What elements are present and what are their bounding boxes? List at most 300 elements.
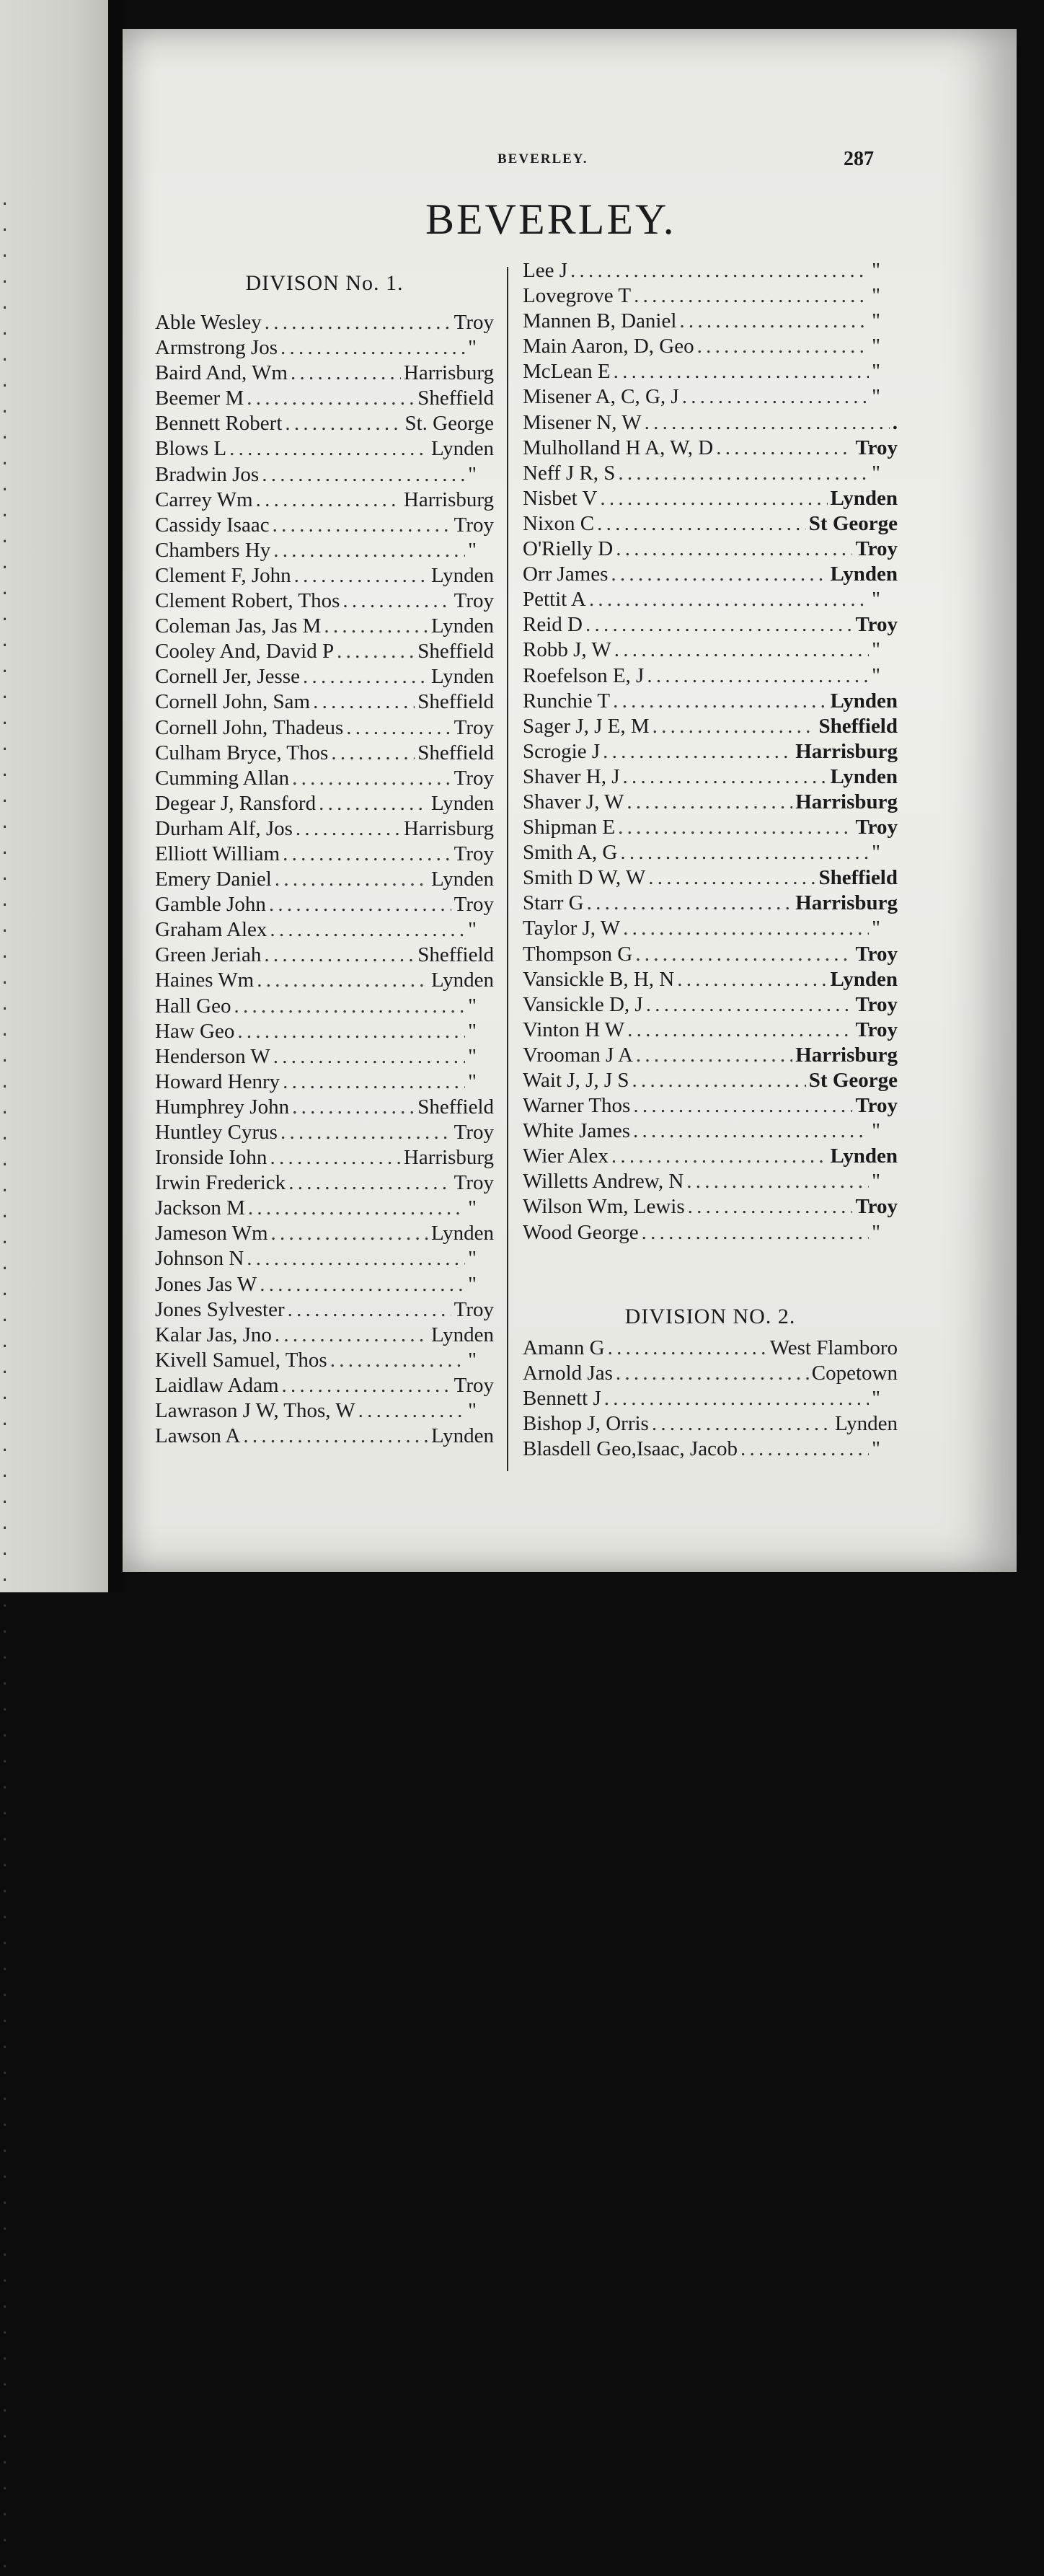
entry-place: Harrisburg — [403, 1146, 494, 1170]
entry-place: Troy — [855, 816, 898, 839]
entry-place: Harrisburg — [795, 891, 898, 915]
entry-name: Jones Jas W — [155, 1272, 257, 1296]
directory-entry — [523, 815, 898, 840]
directory-entry — [155, 436, 494, 462]
entry-place: Sheffield — [417, 640, 494, 663]
directory-entry — [523, 258, 898, 283]
entry-place: Sheffield — [417, 1095, 494, 1119]
entry-place: Troy — [454, 766, 494, 790]
dot-leader — [682, 384, 869, 410]
entry-name: Reid D — [523, 613, 583, 637]
dot-leader — [633, 1093, 852, 1119]
dot-leader — [237, 1019, 465, 1044]
directory-entry — [523, 1194, 898, 1219]
entry-place: Troy — [454, 1171, 494, 1195]
dot-leader — [288, 1297, 451, 1323]
entry-place: Troy — [855, 1195, 898, 1219]
directory-entry — [523, 865, 898, 891]
dot-leader — [632, 1068, 806, 1093]
dot-leader — [294, 563, 428, 588]
entry-name: Starr G — [523, 891, 584, 915]
entry-place: " — [872, 1220, 880, 1244]
entry-name: Amann G — [523, 1336, 605, 1359]
directory-entry — [523, 967, 898, 992]
dot-leader — [313, 689, 415, 715]
dot-leader — [346, 715, 451, 741]
dot-leader — [618, 461, 869, 486]
entry-place: " — [872, 638, 880, 662]
directory-entry — [155, 411, 494, 436]
entry-place: Troy — [855, 1018, 898, 1041]
entry-name: Bradwin Jos — [155, 462, 260, 486]
entry-place: Lynden — [431, 563, 494, 587]
entry-place: Troy — [855, 992, 898, 1016]
entry-place: " — [872, 385, 880, 409]
dot-leader — [587, 891, 793, 916]
entry-place: Troy — [454, 513, 494, 537]
directory-entry — [523, 436, 898, 461]
entry-place: " — [468, 994, 477, 1018]
directory-entry — [155, 766, 494, 791]
directory-entry — [155, 361, 494, 386]
entry-name: Robb J, W — [523, 638, 611, 662]
directory-entry — [155, 1221, 494, 1246]
dot-leader — [652, 714, 816, 739]
dot-leader — [280, 1120, 451, 1145]
entry-name: Neff J R, S — [523, 461, 616, 485]
dot-leader — [273, 538, 465, 563]
directory-entry — [523, 1093, 898, 1119]
directory-entry — [523, 1387, 898, 1412]
entry-place: " — [872, 841, 880, 865]
directory-entry — [155, 588, 494, 614]
entry-place: Lynden — [431, 614, 494, 638]
dot-leader — [269, 892, 451, 917]
entry-place: " — [468, 1196, 477, 1220]
entry-name: Clement Robert, Thos — [155, 589, 340, 613]
entry-place: Troy — [855, 942, 898, 966]
dot-leader — [603, 739, 792, 764]
dot-leader — [285, 411, 402, 436]
entry-place: Lynden — [431, 1222, 494, 1245]
entry-name: Able Wesley — [155, 311, 262, 334]
entry-name: Smith A, G — [523, 841, 618, 865]
directory-entry — [155, 1373, 494, 1398]
directory-entry — [523, 537, 898, 562]
entry-name: Laidlaw Adam — [155, 1373, 279, 1397]
entry-place: Troy — [855, 1094, 898, 1118]
entry-place: " — [468, 1272, 477, 1296]
directory-entry — [155, 488, 494, 513]
dot-leader — [247, 386, 415, 411]
directory-entry — [155, 386, 494, 411]
entry-name: Johnson N — [155, 1247, 244, 1271]
entry-place: " — [872, 461, 880, 485]
entry-place: Lynden — [431, 437, 494, 461]
entry-name: Vansickle B, H, N — [523, 967, 675, 991]
entry-place: Troy — [454, 1297, 494, 1321]
directory-entry — [523, 359, 898, 384]
entry-place: Troy — [855, 436, 898, 459]
directory-entry — [523, 410, 898, 436]
directory-entry — [155, 614, 494, 639]
entry-name: Irwin Frederick — [155, 1171, 286, 1195]
dot-leader — [319, 791, 428, 816]
directory-entry — [523, 916, 898, 941]
directory-entry — [523, 942, 898, 967]
entry-place: " — [468, 538, 477, 562]
dot-leader — [604, 1387, 869, 1411]
directory-entry — [155, 1297, 494, 1323]
directory-entry — [523, 1018, 898, 1043]
directory-page — [123, 29, 1017, 1572]
dot-leader — [264, 943, 415, 968]
entry-name: Wilson Wm, Lewis — [523, 1195, 685, 1219]
page-number: 287 — [844, 148, 874, 170]
dot-leader — [303, 664, 428, 689]
entry-name: Jackson M — [155, 1196, 245, 1220]
dot-leader — [623, 764, 828, 790]
directory-entry — [523, 1144, 898, 1169]
entry-place: Lynden — [431, 665, 494, 689]
directory-entry — [155, 1272, 494, 1297]
directory-entry — [155, 867, 494, 892]
dot-leader — [614, 359, 870, 384]
directory-entry — [155, 538, 494, 563]
dot-leader — [616, 537, 852, 562]
entry-name: Arnold Jas — [523, 1362, 613, 1385]
directory-entry — [523, 1362, 898, 1387]
entry-place: " — [872, 309, 880, 333]
dot-leader — [616, 1362, 809, 1385]
directory-entry — [523, 840, 898, 865]
entry-name: White James — [523, 1119, 630, 1143]
dot-leader — [627, 790, 792, 815]
directory-entry — [523, 1336, 898, 1362]
entry-name: Willetts Andrew, N — [523, 1170, 684, 1194]
entry-name: Culham Bryce, Thos — [155, 741, 329, 764]
entry-name: Nixon C — [523, 511, 595, 535]
dot-leader — [636, 1043, 792, 1068]
directory-entry — [155, 310, 494, 335]
entry-name: Huntley Cyrus — [155, 1121, 278, 1144]
dot-leader — [270, 917, 465, 943]
entry-place: " — [872, 1437, 880, 1461]
directory-entry — [523, 562, 898, 587]
entry-place: " — [468, 918, 477, 942]
entry-name: Howard Henry — [155, 1069, 280, 1093]
dot-leader — [271, 1221, 428, 1246]
dot-leader — [740, 1437, 869, 1461]
entry-place: Troy — [855, 537, 898, 561]
entry-place: Troy — [454, 1373, 494, 1397]
entry-place: St George — [808, 1069, 898, 1092]
dot-leader — [280, 335, 465, 361]
dot-leader — [283, 1069, 465, 1095]
directory-entry — [155, 639, 494, 664]
entry-name: Vansickle D, J — [523, 992, 643, 1016]
entry-place: Lynden — [830, 563, 898, 586]
entry-name: Orr James — [523, 563, 609, 586]
directory-entry — [155, 1044, 494, 1069]
entry-name: Vinton H W — [523, 1018, 625, 1041]
entry-name: Jameson Wm — [155, 1222, 268, 1245]
directory-entry — [523, 714, 898, 739]
directory-entry — [155, 335, 494, 361]
entry-place: Troy — [454, 311, 494, 334]
entry-place: Lynden — [431, 1323, 494, 1346]
entry-name: Emery Daniel — [155, 868, 272, 891]
entry-name: Vrooman J A — [523, 1043, 633, 1067]
dot-leader — [260, 1272, 465, 1297]
entry-place: St. George — [404, 412, 494, 436]
directory-entry — [155, 1398, 494, 1424]
entry-name: Bennett J — [523, 1387, 601, 1411]
entry-name: Wood George — [523, 1220, 639, 1244]
dot-leader — [270, 1145, 400, 1170]
adjacent-page-edge — [0, 0, 119, 2572]
entry-place: Troy — [454, 589, 494, 613]
entry-name: Wier Alex — [523, 1144, 609, 1168]
dot-leader — [716, 436, 852, 461]
entry-place: Harrisburg — [403, 816, 494, 840]
entry-place: Lynden — [431, 1424, 494, 1448]
directory-entry — [523, 384, 898, 410]
entry-place: " — [872, 284, 880, 308]
dot-leader — [257, 968, 428, 993]
entry-name: Smith D W, W — [523, 866, 646, 890]
dot-leader — [331, 741, 415, 766]
dot-leader — [248, 1196, 465, 1221]
dot-leader — [677, 967, 827, 992]
dot-leader — [635, 942, 852, 967]
directory-entry — [523, 689, 898, 714]
entry-place: Troy — [454, 893, 494, 917]
entry-name: Misener N, W — [523, 410, 642, 434]
entry-name: Lawson A — [155, 1424, 241, 1448]
dot-leader — [265, 310, 451, 335]
directory-entry — [155, 1246, 494, 1271]
entry-name: Misener A, C, G, J — [523, 385, 679, 409]
dot-leader — [697, 334, 870, 359]
division-1-heading: DIVISON No. 1. — [245, 271, 404, 295]
dot-leader — [614, 638, 869, 663]
dot-leader — [618, 815, 852, 840]
entry-name: Lee J — [523, 259, 567, 282]
directory-entry — [523, 511, 898, 537]
entry-place: Troy — [855, 613, 898, 637]
directory-entry — [523, 1412, 898, 1437]
dot-leader — [608, 1336, 767, 1360]
dot-leader — [234, 994, 466, 1019]
entry-name: Durham Alf, Jos — [155, 816, 293, 840]
left-column — [155, 271, 494, 1449]
entry-place: " — [872, 259, 880, 282]
entry-name: Coleman Jas, Jas M — [155, 614, 322, 638]
directory-entry — [155, 1196, 494, 1221]
dot-leader — [273, 513, 451, 538]
entry-place: Troy — [454, 842, 494, 865]
dot-leader — [589, 587, 869, 612]
entry-name: Taylor J, W — [523, 917, 621, 940]
directory-entry — [155, 1424, 494, 1449]
entry-name: Wait J, J, J S — [523, 1069, 629, 1092]
directory-entry — [155, 968, 494, 993]
page-title: BEVERLEY. — [425, 195, 676, 243]
directory-entry — [523, 638, 898, 663]
directory-entry — [155, 689, 494, 715]
entry-name: Lovegrove T — [523, 284, 632, 308]
entry-name: Nisbet V — [523, 486, 598, 510]
entry-name: Shaver H, J — [523, 764, 620, 788]
entry-name: Kalar Jas, Jno — [155, 1323, 272, 1346]
entry-place: " — [468, 1247, 477, 1271]
dot-leader — [262, 462, 465, 488]
directory-entry — [155, 1145, 494, 1170]
directory-entry — [155, 1120, 494, 1145]
entry-name: Lawrason J W, Thos, W — [155, 1399, 355, 1423]
dot-leader — [611, 1144, 828, 1169]
entry-name: Cooley And, David P — [155, 640, 335, 663]
dot-leader — [358, 1398, 466, 1424]
entry-place: Lynden — [431, 969, 494, 992]
entry-name: Beemer M — [155, 387, 244, 410]
directory-entry — [523, 739, 898, 764]
directory-entry — [523, 461, 898, 486]
entry-name: Jones Sylvester — [155, 1297, 285, 1321]
dot-leader — [652, 1412, 832, 1436]
entry-place: " — [468, 462, 477, 486]
directory-entry — [155, 892, 494, 917]
entry-name: Cassidy Isaac — [155, 513, 270, 537]
entry-place: " — [468, 1399, 477, 1423]
dot-leader — [243, 1424, 428, 1449]
entry-place: Sheffield — [818, 714, 898, 738]
entry-name: Cornell Jer, Jesse — [155, 665, 300, 689]
entry-name: Chambers Hy — [155, 538, 271, 562]
directory-entry — [523, 1068, 898, 1093]
entry-place: Lynden — [830, 764, 898, 788]
entry-name: Elliott William — [155, 842, 280, 865]
directory-entry — [523, 587, 898, 612]
dot-leader — [291, 361, 401, 386]
entry-name: Roefelson E, J — [523, 663, 645, 687]
dot-leader — [247, 1246, 465, 1271]
dot-leader — [646, 992, 853, 1018]
dot-leader — [288, 1170, 451, 1196]
entry-name: Graham Alex — [155, 918, 267, 942]
column-divider — [507, 267, 508, 1471]
entry-name: Haw Geo — [155, 1019, 235, 1043]
directory-entry — [523, 1220, 898, 1245]
entry-place: " — [872, 663, 880, 687]
directory-entry — [523, 764, 898, 790]
directory-entry — [155, 791, 494, 816]
directory-entry — [523, 1437, 898, 1463]
entry-name: McLean E — [523, 360, 611, 384]
entry-place: Harrisburg — [795, 1043, 898, 1067]
dot-leader — [623, 916, 869, 941]
entry-place: " — [872, 1119, 880, 1143]
directory-entry — [523, 1043, 898, 1068]
dot-leader — [330, 1348, 465, 1373]
entry-place: Copetown — [811, 1362, 898, 1385]
entry-name: Armstrong Jos — [155, 336, 278, 360]
dot-leader — [613, 689, 827, 714]
dot-leader — [273, 1044, 465, 1069]
dot-leader — [570, 258, 869, 283]
entry-name: Bennett Robert — [155, 412, 283, 436]
entry-name: Cumming Allan — [155, 766, 290, 790]
entry-place: Sheffield — [417, 690, 494, 714]
adjacent-page-leaders: . . . . . . . . . . . . . . . . . . . . . . . . . . . . . . . . . . . . . . . . . . . . . . . . . . . . . . . . . . . . . . . . . . . . . . . . . . . . . . . . . . . . . . . . . . . . — [0, 191, 12, 2572]
dot-leader — [256, 488, 401, 513]
directory-entry — [155, 462, 494, 488]
directory-entry — [523, 612, 898, 638]
directory-entry — [155, 943, 494, 968]
directory-entry — [155, 664, 494, 689]
entry-place: " — [468, 1069, 477, 1093]
entry-place: " — [468, 1044, 477, 1068]
entry-name: Henderson W — [155, 1044, 270, 1068]
entry-place: " — [872, 335, 880, 358]
dot-leader — [296, 816, 401, 842]
dot-leader — [229, 436, 428, 462]
directory-entry — [155, 917, 494, 943]
directory-entry — [155, 816, 494, 842]
entry-place: Troy — [454, 1121, 494, 1144]
directory-entry — [523, 486, 898, 511]
entry-name: Runchie T — [523, 689, 611, 713]
directory-entry — [523, 891, 898, 916]
entry-place: Lynden — [431, 791, 494, 815]
entry-place: Troy — [454, 715, 494, 739]
entry-place: Sheffield — [417, 741, 494, 764]
entry-name: Blasdell Geo,Isaac, Jacob — [523, 1437, 738, 1461]
entry-place: Lynden — [830, 967, 898, 991]
dot-leader — [342, 588, 451, 614]
entry-name: Cornell John, Thadeus — [155, 715, 344, 739]
entry-name: Gamble John — [155, 893, 266, 917]
entry-name: Haines Wm — [155, 969, 255, 992]
dot-leader — [611, 562, 827, 587]
entry-name: Green Jeriah — [155, 943, 262, 967]
directory-entry — [155, 715, 494, 741]
entry-place: " — [872, 1387, 880, 1411]
entry-name: Thompson G — [523, 942, 633, 966]
entry-place: " — [872, 1170, 880, 1194]
dot-leader — [600, 486, 827, 511]
dot-leader — [275, 1323, 428, 1348]
directory-entry — [155, 1069, 494, 1095]
dot-leader — [275, 867, 428, 892]
entry-place: Lynden — [835, 1412, 898, 1436]
dot-leader — [620, 840, 869, 865]
dot-leader — [642, 1220, 870, 1245]
entry-name: Ironside Iohn — [155, 1146, 267, 1170]
entry-name: Shipman E — [523, 816, 616, 839]
entry-place: " — [468, 1019, 477, 1043]
entry-place: " — [872, 588, 880, 612]
entry-place: Sheffield — [417, 943, 494, 967]
dot-leader — [688, 1194, 853, 1219]
dot-leader — [585, 612, 852, 638]
entry-place: West Flamboro — [769, 1336, 898, 1359]
right-column — [523, 258, 898, 1245]
entry-place: " — [872, 917, 880, 940]
dot-leader — [292, 766, 451, 791]
entry-name: Baird And, Wm — [155, 361, 288, 385]
